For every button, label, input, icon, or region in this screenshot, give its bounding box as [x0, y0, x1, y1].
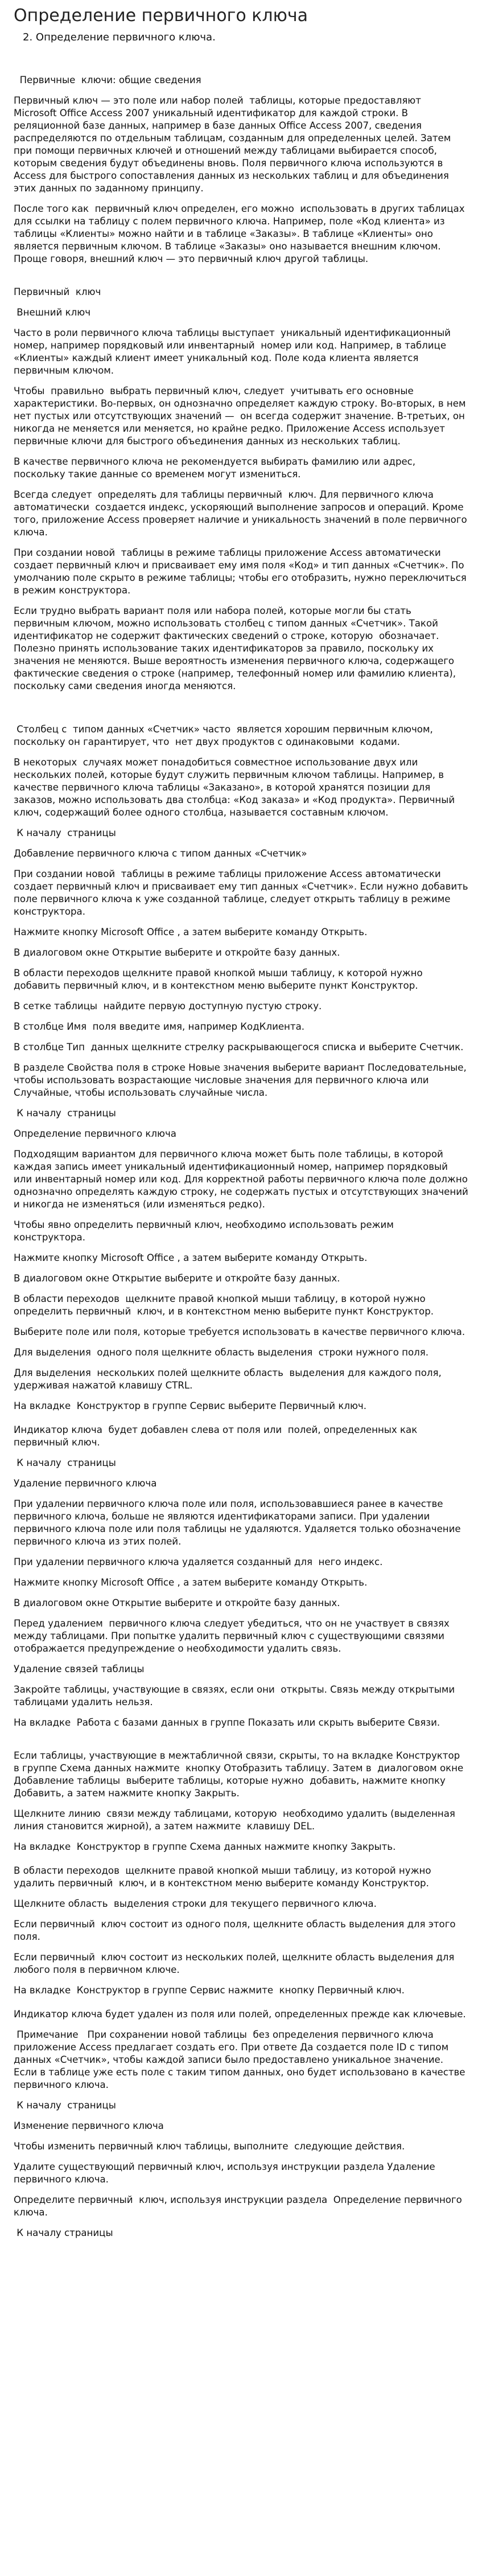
paragraph: Чтобы явно определить первичный ключ, необходимо использовать режим конструктора. [14, 1219, 397, 1243]
step: Удалите существующий первичный ключ, используя инструкции раздела Удаление первичного ключа. [14, 2161, 438, 2185]
step: Если таблицы, участвующие в межтабличной связи, скрыты, то на вкладке Конструктор в группе Схема данных нажмите кнопку Отобразить таблицу. Затем в диалоговом окне Добавление таблицы выберите таблицы, которые нужно добавить, нажмите кнопку Добавить, а затем нажмите кнопку Закрыть. [14, 1750, 467, 1799]
paragraph: При создании новой таблицы в режиме таблицы приложение Access автоматически создает первичный ключ и присваивает ему тип данных «Счетчик». Если нужно добавить поле первичного ключа к уже созданной таблице, следует открыть таблицу в режиме конструктора. [14, 869, 471, 917]
step: Для выделения одного поля щелкните область выделения строки нужного поля. [14, 1347, 429, 1358]
step: На вкладке Конструктор в группе Схема данных нажмите кнопку Закрыть. [14, 1841, 396, 1852]
step: Закройте таблицы, участвующие в связях, если они открыты. Связь между открытыми таблицами удалить нельзя. [14, 1684, 458, 1707]
step: В диалоговом окне Открытие выберите и откройте базу данных. [14, 1598, 340, 1608]
step: В сетке таблицы найдите первую доступную пустую строку. [14, 1001, 322, 1011]
back-to-top-link[interactable]: К началу страницы [14, 1457, 116, 1468]
step: В области переходов щелкните правой кнопкой мыши таблицу, из которой нужно удалить первичный ключ, и в контекстном меню выберите команду Конструктор. [14, 1865, 434, 1889]
step: На вкладке Конструктор в группе Сервис нажмите кнопку Первичный ключ. [14, 1985, 405, 1996]
paragraph: Индикатор ключа будет удален из поля или полей, определенных прежде как ключевые. [14, 2009, 466, 2020]
paragraph: Подходящим вариантом для первичного ключа может быть поле таблицы, в которой каждая запись имеет уникальный идентификационный номер, например порядковый или инвентарный номер или код. Для корректной работы первичного ключа поле должно однозначно определять каждую строку, не содержать пустых и отсутствующих значений и никогда не изменяться (или изменяться редко). [14, 1149, 472, 1210]
paragraph: Чтобы изменить первичный ключ таблицы, выполните следующие действия. [14, 2141, 405, 2152]
section-heading: Удаление первичного ключа [14, 1478, 157, 1489]
section-heading: Первичные ключи: общие сведения [14, 75, 201, 85]
paragraph: Индикатор ключа будет добавлен слева от поля или полей, определенных как первичный ключ. [14, 1424, 421, 1448]
step: В области переходов щелкните правой кнопкой мыши таблицу, в которой нужно определить первичный ключ, и в контекстном меню выберите пункт Конструктор. [14, 1293, 434, 1317]
figure-caption: Первичный ключ [14, 286, 101, 297]
step: В диалоговом окне Открытие выберите и откройте базу данных. [14, 947, 340, 958]
paragraph: В качестве первичного ключа не рекомендуется выбирать фамилию или адрес, поскольку такие данные со временем могут измениться. [14, 456, 419, 480]
step: В столбце Имя поля введите имя, например КодКлиента. [14, 1021, 305, 1032]
step: В разделе Свойства поля в строке Новые значения выберите вариант Последовательные, чтобы использовать возрастающие числовые значения для первичного ключа или Случайные, чтобы использовать случайные числа. [14, 1062, 470, 1098]
back-to-top-link[interactable]: К началу страницы [14, 2227, 113, 2238]
paragraph: Всегда следует определять для таблицы первичный ключ. Для первичного ключа автоматически создается индекс, ускоряющий выполнение запросов и операций. Кроме того, приложение Access проверяет наличие и уникальность значений в поле первичного ключа. [14, 489, 470, 538]
step: В столбце Тип данных щелкните стрелку раскрывающегося списка и выберите Счетчик. [14, 1042, 464, 1052]
paragraph: Первичный ключ — это поле или набор полей таблицы, которые предоставляют Microsoft Office Access 2007 уникальный идентификатор для каждой строки. В реляционной базе данных, например в базе данных Office Access 2007, сведения распределяются по отдельным таблицам, созданным для определенных целей. Затем при помощи первичных ключей и отношений между таблицами выбирается способ, которым сведения будут объединены вновь. Поля первичного ключа используются в Access для быстрого сопоставления данных из нескольких таблиц и для объединения этих данных по заданному принципу. [14, 95, 454, 194]
page-subtitle: 2. Определение первичного ключа. [23, 31, 216, 43]
step: Выберите поле или поля, которые требуется использовать в качестве первичного ключа. [14, 1326, 465, 1337]
step: На вкладке Конструктор в группе Сервис выберите Первичный ключ. [14, 1400, 366, 1411]
paragraph: Если трудно выбрать вариант поля или набора полей, которые могли бы стать первичным ключом, можно использовать столбец с типом данных «Счетчик». Такой идентификатор не содержит фактических сведений о строке, которую обозначает. Полезно принять использование таких идентификаторов за правило, поскольку их значения не меняются. Выше вероятность изменения первичного ключа, содержащего фактические сведения о строке (например, телефонный номер или фамилию клиента), поскольку сами сведения иногда меняются. [14, 605, 459, 691]
page-title: Определение первичного ключа [14, 6, 308, 26]
step: На вкладке Работа с базами данных в группе Показать или скрыть выберите Связи. [14, 1717, 440, 1728]
paragraph: Чтобы правильно выбрать первичный ключ, следует учитывать его основные характеристики. Во-первых, он однозначно определяет каждую строку. Во-вторых, в нем нет пустых или отсутствующих значений — он всегда содержит значение. В-третьих, он никогда не меняется или меняется, но крайне редко. Приложение Access использует первичные ключи для быстрого объединения данных из нескольких таблиц. [14, 386, 469, 447]
section-heading: Добавление первичного ключа с типом данных «Счетчик» [14, 848, 307, 859]
paragraph: После того как первичный ключ определен, его можно использовать в других таблицах для ссылки на таблицу с полем первичного ключа. Например, поле «Код клиента» из таблицы «Клиенты» можно найти и в таблице «Заказы». В таблице «Клиенты» оно является первичным ключом. В таблице «Заказы» оно называется внешним ключом. Проще говоря, внешний ключ — это первичный ключ другой таблицы. [14, 203, 468, 264]
section-heading: Определение первичного ключа [14, 1128, 176, 1139]
step: Нажмите кнопку Microsoft Office , а затем выберите команду Открыть. [14, 927, 368, 937]
step: В области переходов щелкните правой кнопкой мыши таблицу, к которой нужно добавить первичный ключ, и в контекстном меню выберите пункт Конструктор. [14, 968, 426, 991]
step: Если первичный ключ состоит из одного поля, щелкните область выделения для этого поля. [14, 1919, 459, 1942]
section-heading: Изменение первичного ключа [14, 2120, 164, 2131]
note: Примечание При сохранении новой таблицы без определения первичного ключа приложение Access предлагает создать его. При ответе Да создается поле ID с типом данных «Счетчик», чтобы каждой записи было предоставлено уникальное значение. Если в таблице уже есть поле с таким типом данных, оно будет использовано в качестве первичного ключа. [14, 2029, 468, 2090]
step: Определите первичный ключ, используя инструкции раздела Определение первичного ключа. [14, 2194, 465, 2218]
step: Нажмите кнопку Microsoft Office , а затем выберите команду Открыть. [14, 1577, 368, 1588]
step: Щелкните линию связи между таблицами, которую необходимо удалить (выделенная линия становится жирной), а затем нажмите клавишу DEL. [14, 1808, 459, 1832]
paragraph: При удалении первичного ключа удаляется созданный для него индекс. [14, 1557, 383, 1567]
back-to-top-link[interactable]: К началу страницы [14, 1108, 116, 1119]
document-body [14, 74, 472, 2239]
step: Для выделения нескольких полей щелкните область выделения для каждого поля, удерживая нажатой клавишу CTRL. [14, 1367, 445, 1391]
step: Если первичный ключ состоит из нескольких полей, щелкните область выделения для любого поля в первичном ключе. [14, 1952, 458, 1975]
paragraph: В некоторых случаях может понадобиться совместное использование двух или нескольких полей, которые будут служить первичным ключом таблицы. Например, в качестве первичного ключа таблицы «Заказано», в которой хранятся позиции для заказов, можно использовать два столбца: «Код заказа» и «Код продукта». Первичный ключ, содержащий более одного столбца, называется составным ключом. [14, 757, 458, 818]
figure-caption: Внешний ключ [14, 307, 91, 318]
subsection-heading: Удаление связей таблицы [14, 1664, 145, 1674]
step: Щелкните область выделения строки для текущего первичного ключа. [14, 1898, 377, 1909]
paragraph: Столбец с типом данных «Счетчик» часто является хорошим первичным ключом, поскольку он гарантирует, что нет двух продуктов с одинаковыми кодами. [14, 724, 436, 747]
paragraph: При удалении первичного ключа поле или поля, использовавшиеся ранее в качестве первичного ключа, больше не являются идентификаторами записи. При удалении первичного ключа поле или поля таблицы не удаляются. Удаляется только обозначение первичного ключа из этих полей. [14, 1498, 464, 1547]
paragraph: Перед удалением первичного ключа следует убедиться, что он не участвует в связях между таблицами. При попытке удалить первичный ключ с существующими связями отображается предупреждение о необходимости удалить связь. [14, 1618, 453, 1654]
step: В диалоговом окне Открытие выберите и откройте базу данных. [14, 1273, 340, 1284]
step: Нажмите кнопку Microsoft Office , а затем выберите команду Открыть. [14, 1252, 368, 1263]
paragraph: Часто в роли первичного ключа таблицы выступает уникальный идентификационный номер, например порядковый или инвентарный номер или код. Например, в таблице «Клиенты» каждый клиент имеет уникальный код. Поле кода клиента является первичным ключом. [14, 327, 454, 376]
back-to-top-link[interactable]: К началу страницы [14, 828, 116, 838]
back-to-top-link[interactable]: К началу страницы [14, 2100, 116, 2111]
paragraph: При создании новой таблицы в режиме таблицы приложение Access автоматически создает первичный ключ и присваивает ему имя поля «Код» и тип данных «Счетчик». По умолчанию поле скрыто в режиме таблицы; чтобы его отобразить, нужно переключиться в режим конструктора. [14, 547, 469, 596]
